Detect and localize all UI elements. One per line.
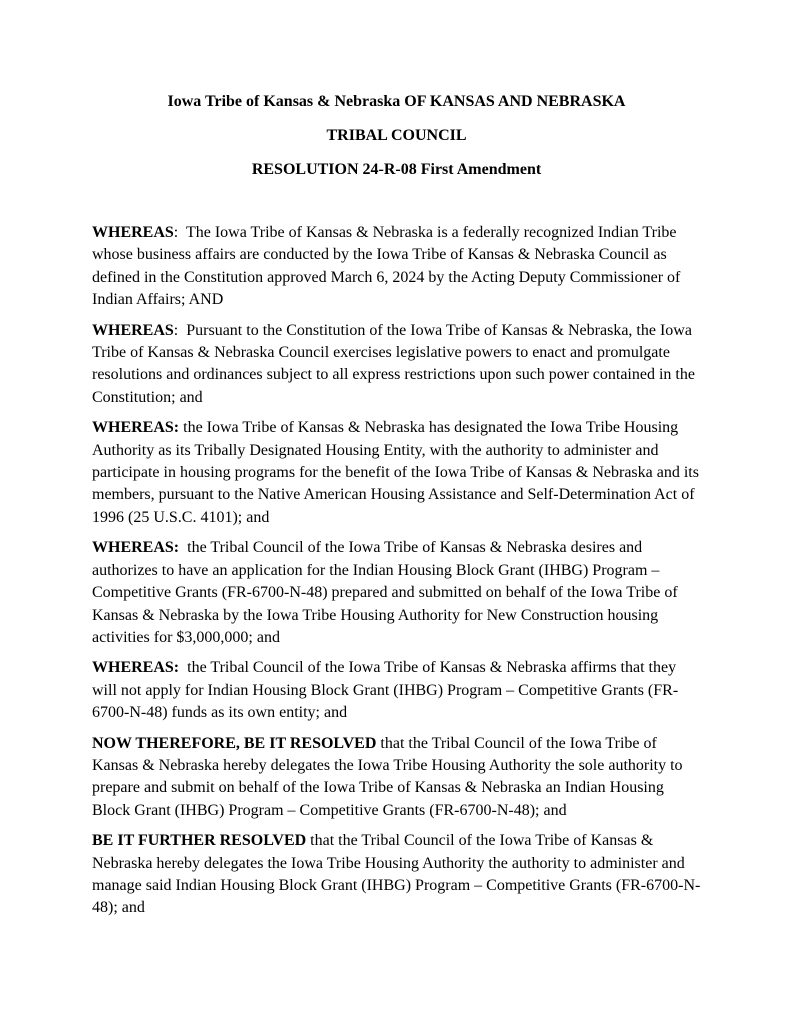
paragraph-text: : Pursuant to the Constitution of the Iowa Tribe of Kansas & Nebraska, the Iowa Tribe of Kansas & Nebraska Council exercises legislative powers to enact and promulgate resolutions and ordinances subject to all express restrictions upon such power contained in the Constitution; and xyxy=(92,321,699,406)
document-body xyxy=(92,222,701,920)
paragraph-be-it-further-resolved xyxy=(92,830,701,920)
paragraph-lead: WHEREAS: xyxy=(92,419,180,437)
paragraph-lead: WHEREAS xyxy=(92,224,174,241)
paragraph-text: the Tribal Council of the Iowa Tribe of Kansas & Nebraska affirms that they will not apply for Indian Housing Block Grant (IHBG) Program – Competitive Grants (FR-6700-N-48) funds as its own entity; and xyxy=(92,659,681,722)
paragraph-lead: WHEREAS: xyxy=(92,659,180,677)
paragraph-now-therefore-resolved xyxy=(92,733,701,823)
paragraph-lead: WHEREAS: xyxy=(92,539,180,557)
document-title: Iowa Tribe of Kansas & Nebraska OF KANSAS AND NEBRASKA xyxy=(167,93,626,110)
paragraph-whereas-4 xyxy=(92,537,701,649)
paragraph-text: the Tribal Council of the Iowa Tribe of Kansas & Nebraska desires and authorizes to have an application for the Indian Housing Block Grant (IHBG) Program – Competitive Grants (FR-6700-N-48) prepared and submitted on behalf of the Iowa Tribe of Kansas & Nebraska by the Iowa Tribe Housing Authority for New Construction housing activities for $3,000,000; and xyxy=(92,539,682,646)
paragraph-whereas-2 xyxy=(92,320,701,410)
paragraph-lead: BE IT FURTHER RESOLVED xyxy=(92,832,307,850)
document-header xyxy=(92,93,701,178)
paragraph-text: that the Tribal Council of the Iowa Tribe of Kansas & Nebraska hereby delegates the Iowa Tribe Housing Authority the sole authority to prepare and submit on behalf of the Iowa Tribe of Kansas & Nebraska an Indian Housing Block Grant (IHBG) Program – Competitive Grants (FR-6700-N-48); and xyxy=(92,734,687,819)
paragraph-text: the Iowa Tribe of Kansas & Nebraska has designated the Iowa Tribe Housing Authority as its Tribally Designated Housing Entity, with the authority to administer and participate in housing programs for the benefit of the Iowa Tribe of Kansas & Nebraska and its members, pursuant to the Native American Housing Assistance and Self-Determination Act of 1996 (25 U.S.C. 4101); and xyxy=(92,419,703,526)
paragraph-whereas-5 xyxy=(92,657,701,724)
paragraph-whereas-3 xyxy=(92,417,701,529)
document-resolution-number: RESOLUTION 24-R-08 First Amendment xyxy=(251,161,542,178)
paragraph-text: : The Iowa Tribe of Kansas & Nebraska is a federally recognized Indian Tribe whose business affairs are conducted by the Iowa Tribe of Kansas & Nebraska Council as defined in the Constitution approved March 6, 2024 by the Acting Deputy Commissioner of Indian Affairs; AND xyxy=(92,224,685,309)
paragraph-whereas-1 xyxy=(92,222,701,312)
paragraph-text: that the Tribal Council of the Iowa Tribe of Kansas & Nebraska hereby delegates the Iowa Tribe Housing Authority the authority to administer and manage said Indian Housing Block Grant (IHBG) Program – Competitive Grants (FR-6700-N-48); and xyxy=(92,832,701,917)
paragraph-lead: WHEREAS xyxy=(92,321,174,339)
document-subtitle-tribal-council: TRIBAL COUNCIL xyxy=(326,127,467,144)
paragraph-lead: NOW THEREFORE, BE IT RESOLVED xyxy=(92,734,377,752)
